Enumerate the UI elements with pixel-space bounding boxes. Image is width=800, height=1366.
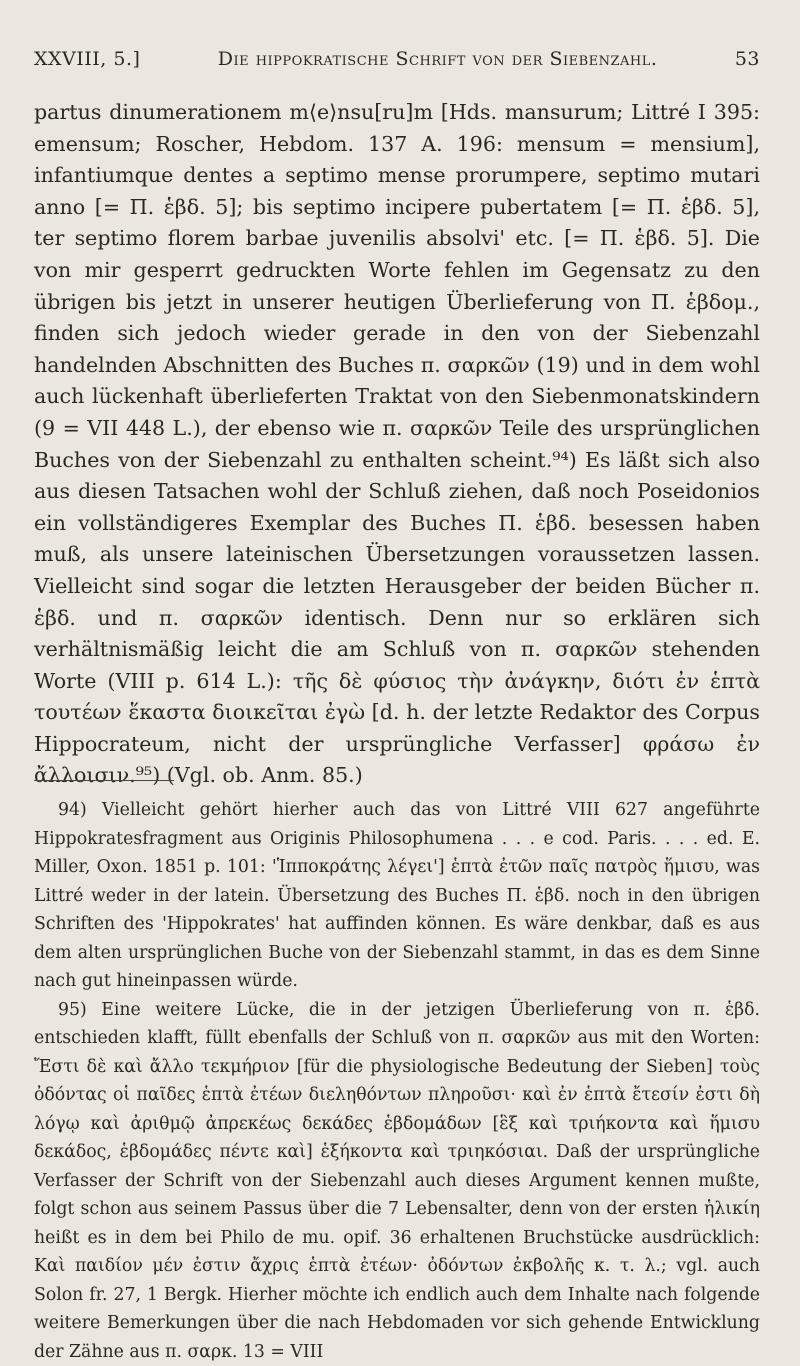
running-title: Die hippokratische Schrift von der Siebenzahl. <box>140 48 734 70</box>
main-text <box>34 97 760 792</box>
running-head <box>34 48 760 70</box>
section-reference: XXVIII, 5.] <box>34 48 140 70</box>
footnote-separator <box>34 780 174 781</box>
main-paragraph: partus dinumerationem m⟨e⟩nsu[ru]m [Hds. mansurum; Littré I 395: emensum; Roscher, Hebdom. 137 A. 196: mensum = mensium], infantiumque dentes a septimo mense prorumpere, septimo mutari anno [= Π. ἑβδ. 5]; bis septimo incipere pubertatem [= Π. ἑβδ. 5], ter septimo florem barbae juvenilis absolvi' etc. [= Π. ἑβδ. 5]. Die von mir gesperrt gedruckten Worte fehlen im Gegensatz zu den übrigen bis jetzt in unserer heutigen Überlieferung von Π. ἑβδομ., finden sich jedoch wieder gerade in den von der Siebenzahl handelnden Abschnitten des Buches π. σαρκῶν (19) und in dem wohl auch lückenhaft überlieferten Traktat von den Siebenmonatskindern (9 = VII 448 L.), der ebenso wie π. σαρκῶν Teile des ursprünglichen Buches von der Siebenzahl zu enthalten scheint.⁹⁴) Es läßt sich also aus diesen Tatsachen wohl der Schluß ziehen, daß noch Poseidonios ein vollständigeres Exemplar des Buches Π. ἑβδ. besessen haben muß, als unsere lateinischen Übersetzungen voraussetzen lassen. Vielleicht sind sogar die letzten Herausgeber der beiden Bücher π. ἑβδ. und π. σαρκῶν identisch. Denn nur so erklären sich verhältnismäßig leicht die am Schluß von π. σαρκῶν stehenden Worte (VIII p. 614 L.): τῆς δὲ φύσιος τὴν ἀνάγκην, διότι ἐν ἑπτὰ τουτέων ἕκαστα διοικεῖται ἐγὼ [d. h. der letzte Redaktor des Corpus Hippocrateum, nicht der ursprüngliche Verfasser] φράσω ἐν ἄλλοισιν.⁹⁵) (Vgl. ob. Anm. 85.) <box>34 97 760 792</box>
footnote-95: 95) Eine weitere Lücke, die in der jetzigen Überlieferung von π. ἑβδ. entschieden klafft, füllt ebenfalls der Schluß von π. σαρκῶν aus mit den Worten: Ἔστι δὲ καὶ ἄλλο τεκμήριον [für die physiologische Bedeutung der Sieben] τοὺς ὀδόντας οἱ παῖδες ἑπτὰ ἐτέων διεληθόντων πληροῦσι· καὶ ἐν ἑπτὰ ἔτεσίν ἐστι δὴ λόγῳ καὶ ἀριθμῷ ἀπρεκέως δεκάδες ἑβδομάδων [ἓξ καὶ τριήκοντα καὶ ἥμισυ δεκάδος, ἑβδομάδες πέντε καὶ] ἑξήκοντα καὶ τριηκόσιαι. Daß der ursprüngliche Verfasser der Schrift von der Siebenzahl auch dieses Argument kennen mußte, folgt schon aus seinem Passus über die 7 Lebensalter, denn von der ersten ἡλικίη heißt es in dem bei Philo de mu. opif. 36 erhaltenen Bruchstücke ausdrücklich: Καὶ παιδίον μέν ἐστιν ἄχρις ἑπτὰ ἐτέων· ὀδόντων ἐκβολῆς κ. τ. λ.; vgl. auch Solon fr. 27, 1 Bergk. Hierher möchte ich endlich auch dem Inhalte nach folgende weitere Bemerkungen über die nach Hebdomaden vor sich gehende Entwicklung der Zähne aus π. σαρκ. 13 = VIII <box>34 996 760 1366</box>
footnote-94: 94) Vielleicht gehört hierher auch das von Littré VIII 627 angeführte Hippokratesfragment aus Originis Philosophumena . . . e cod. Paris. . . . ed. E. Miller, Oxon. 1851 p. 101: 'Ἱπποκράτης λέγει'] ἑπτὰ ἐτῶν παῖς πατρὸς ἥμισυ, was Littré weder in der latein. Übersetzung des Buches Π. ἑβδ. noch in den übrigen Schriften des 'Hippokrates' hat auffinden können. Es wäre denkbar, daß es aus dem alten ursprünglichen Buche von der Siebenzahl stammt, in das es dem Sinne nach gut hineinpassen würde. <box>34 796 760 996</box>
page-number: 53 <box>735 48 760 70</box>
footnotes <box>34 796 760 1366</box>
